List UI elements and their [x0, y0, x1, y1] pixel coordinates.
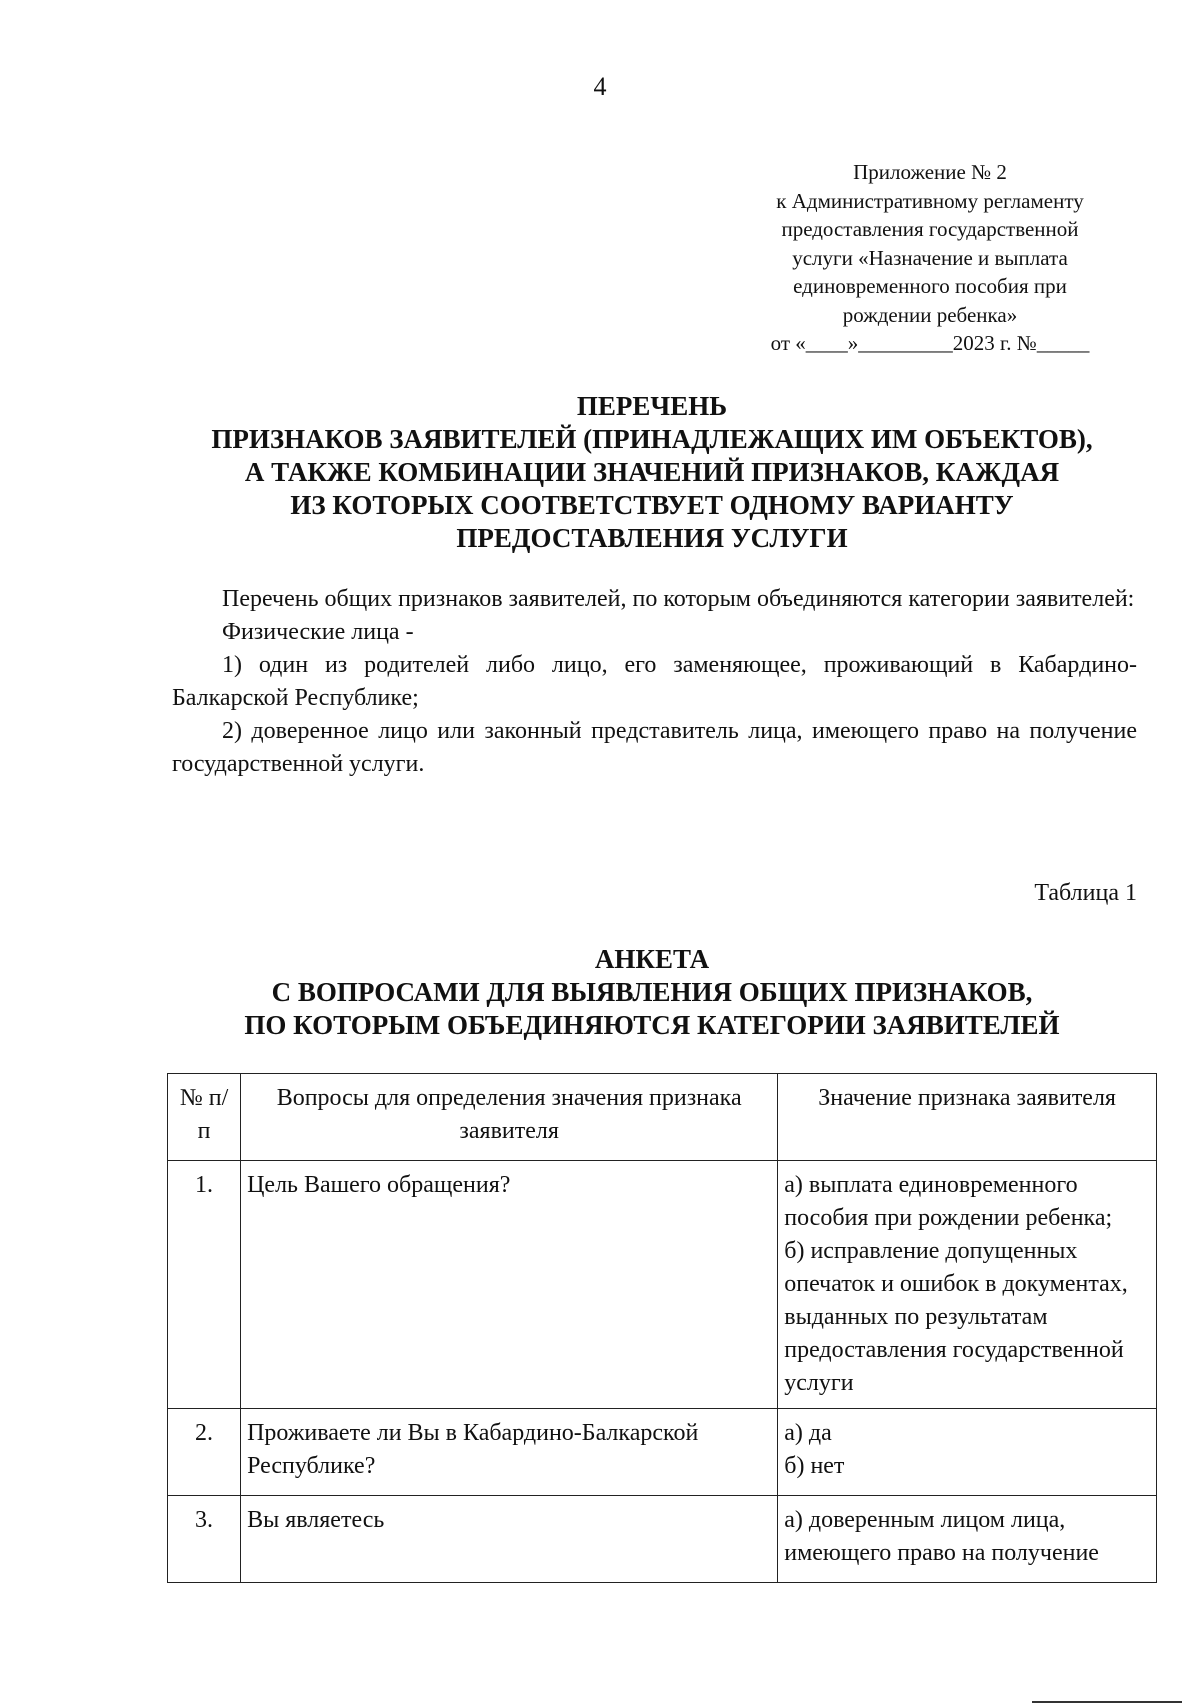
- appendix-line: предоставления государственной: [781, 217, 1079, 241]
- title-line: ПРИЗНАКОВ ЗАЯВИТЕЛЕЙ (ПРИНАДЛЕЖАЩИХ ИМ ОБЪЕКТОВ),: [211, 424, 1093, 454]
- page-number: 4: [593, 72, 607, 101]
- answer-option: а) да: [784, 1420, 832, 1446]
- appendix-line: услуги «Назначение и выплата: [792, 245, 1068, 270]
- intro-paragraph: Перечень общих признаков заявителей, по которым объединяются категории заявителей:: [222, 586, 1135, 612]
- row-question: Вы являетесь: [241, 1496, 778, 1583]
- form-title: [160, 943, 1144, 1042]
- table-row: [168, 1409, 1157, 1496]
- item-2-paragraph: 2) доверенное лицо или законный представитель лица, имеющего право на получение государственной услуги.: [172, 718, 1137, 777]
- answer-option: а) доверенным лицом лица, имеющего право на получение: [784, 1507, 1099, 1566]
- title-line: ПРЕДОСТАВЛЕНИЯ УСЛУГИ: [456, 523, 848, 553]
- item-1-paragraph: 1) один из родителей либо лицо, его заменяющее, проживающий в Кабардино-Балкарской Республике;: [172, 652, 1137, 711]
- appendix-line: единовременного пособия при: [793, 274, 1067, 298]
- row-number: 2.: [168, 1409, 241, 1496]
- row-answers: [778, 1496, 1157, 1583]
- header-num: № п/п: [168, 1074, 241, 1161]
- row-number: 3.: [168, 1496, 241, 1583]
- form-title-line: С ВОПРОСАМИ ДЛЯ ВЫЯВЛЕНИЯ ОБЩИХ ПРИЗНАКОВ,: [271, 977, 1033, 1007]
- row-question: Цель Вашего обращения?: [241, 1161, 778, 1409]
- appendix-note: [730, 158, 1130, 358]
- answer-option: б) нет: [784, 1453, 845, 1479]
- answer-option: б) исправление допущенных опечаток и ошибок в документах, выданных по результатам предоставления государственной услуги: [784, 1238, 1128, 1396]
- header-question: Вопросы для определения значения признака заявителя: [241, 1074, 778, 1161]
- table-row: [168, 1161, 1157, 1409]
- table-row: [168, 1496, 1157, 1583]
- appendix-line: Приложение № 2: [853, 160, 1007, 184]
- table-label: Таблица 1: [1034, 880, 1137, 906]
- title-line: А ТАКЖЕ КОМБИНАЦИИ ЗНАЧЕНИЙ ПРИЗНАКОВ, КАЖДАЯ: [244, 457, 1060, 487]
- appendix-line: рождении ребенка»: [842, 302, 1018, 327]
- row-answers: [778, 1161, 1157, 1409]
- row-question: Проживаете ли Вы в Кабардино-Балкарской Республике?: [241, 1409, 778, 1496]
- scan-edge-line: [1032, 1701, 1182, 1703]
- form-title-line: АНКЕТА: [594, 944, 710, 974]
- header-value: Значение признака заявителя: [778, 1074, 1157, 1161]
- questionnaire-table: [167, 1073, 1157, 1583]
- subject-paragraph: Физические лица -: [222, 619, 414, 645]
- answer-option: а) выплата единовременного пособия при рождении ребенка;: [784, 1172, 1113, 1231]
- table-header-row: [168, 1074, 1157, 1161]
- form-title-line: ПО КОТОРЫМ ОБЪЕДИНЯЮТСЯ КАТЕГОРИИ ЗАЯВИТЕЛЕЙ: [244, 1010, 1060, 1040]
- row-answers: [778, 1409, 1157, 1496]
- row-number: 1.: [168, 1161, 241, 1409]
- title-line: ИЗ КОТОРЫХ СООТВЕТСТВУЕТ ОДНОМУ ВАРИАНТУ: [290, 490, 1014, 520]
- document-title: [160, 390, 1144, 555]
- body-text: [172, 583, 1137, 781]
- title-line: ПЕРЕЧЕНЬ: [576, 391, 728, 421]
- appendix-line: от «____»_________2023 г. №_____: [770, 331, 1090, 355]
- appendix-line: к Административному регламенту: [776, 188, 1084, 213]
